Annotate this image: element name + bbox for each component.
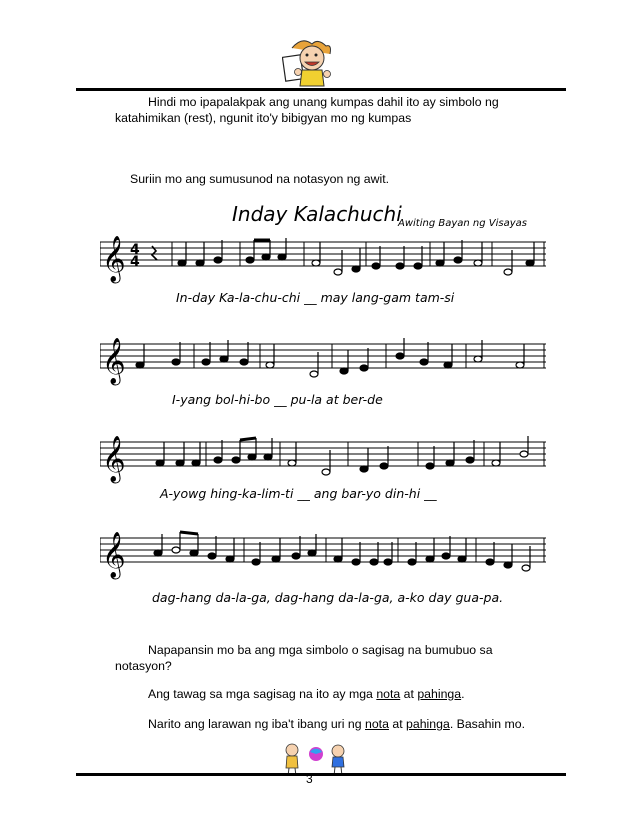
term-pahinga: pahinga <box>417 687 462 701</box>
definition-sentence: Ang tawag sa mga sagisag na ito ay mga nota at pahinga. <box>148 687 465 701</box>
term-nota: nota <box>376 687 401 701</box>
page-number: 3 <box>306 772 313 786</box>
lyrics-line-2: I-yang bol-hi-bo __ pu-la at ber-de <box>172 392 383 407</box>
treble-clef-icon: 𝄞 <box>102 436 126 482</box>
bottom-rule <box>76 773 566 776</box>
question-paragraph-line1: Napapansin mo ba ang mga simbolo o sagisag na bumubuo sa <box>148 643 493 657</box>
intro-paragraph-line1: Hindi mo ipapalakpak ang unang kumpas dahil ito ay simbolo ng <box>148 95 499 109</box>
song-subtitle: Awiting Bayan ng Visayas <box>398 218 527 229</box>
boy-with-paper-illustration <box>282 34 344 92</box>
lyrics-line-3: A-yowg hing-ka-lim-ti __ ang bar-yo din-hi __ <box>160 486 437 501</box>
time-signature-bottom: 4 <box>130 254 140 270</box>
study-instruction: Suriin mo ang sumusunod na notasyon ng awit. <box>130 172 390 186</box>
music-staff-3 <box>100 428 546 484</box>
treble-clef-icon: 𝄞 <box>102 532 126 578</box>
top-rule <box>76 88 566 91</box>
lyrics-line-1: In-day Ka-la-chu-chi __ may lang-gam tam-si <box>176 290 455 305</box>
treble-clef-icon: 𝄞 <box>102 236 126 282</box>
music-staff-2 <box>100 330 546 386</box>
time-signature-top: 4 <box>130 242 140 258</box>
song-title: Inday Kalachuchi <box>232 202 402 226</box>
term-pahinga: pahinga <box>406 717 450 731</box>
music-staff-4 <box>100 524 546 580</box>
treble-clef-icon: 𝄞 <box>102 338 126 384</box>
pictures-sentence: Narito ang larawan ng iba't ibang uri ng nota at pahinga. Basahin mo. <box>148 717 525 731</box>
question-paragraph-line2: notasyon? <box>115 659 172 673</box>
intro-paragraph-line2: katahimikan (rest), ngunit ito'y bibigyan mo ng kumpas <box>115 111 412 125</box>
lyrics-line-4: dag-hang da-la-ga, dag-hang da-la-ga, a-ko day gua-pa. <box>152 590 504 605</box>
term-nota: nota <box>365 717 389 731</box>
music-staff-1 <box>100 228 546 284</box>
